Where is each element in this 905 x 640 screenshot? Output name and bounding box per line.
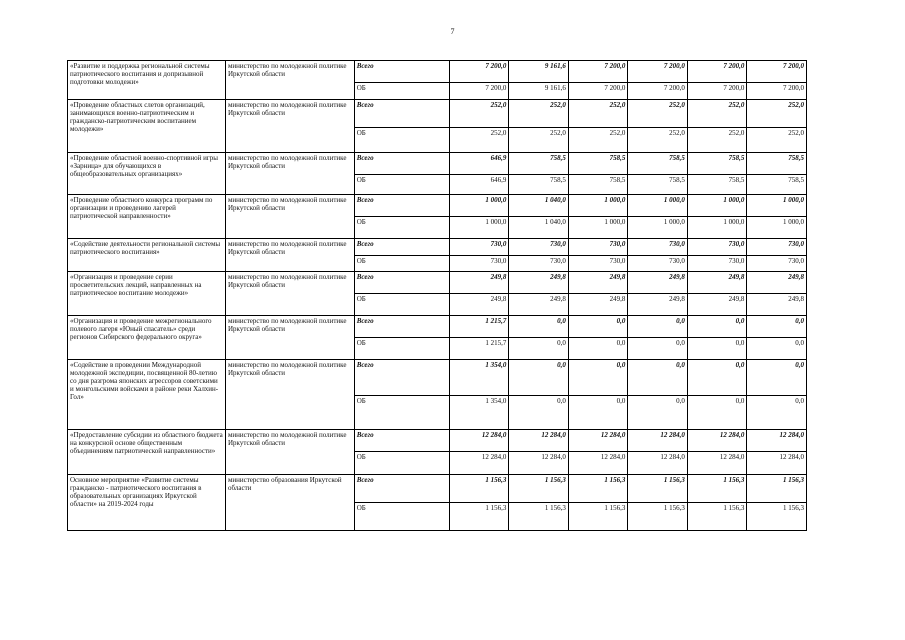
- ob-cell: 1 000,0: [449, 217, 509, 239]
- total-cell: 1 000,0: [687, 195, 747, 217]
- total-cell: 249,8: [449, 272, 509, 294]
- ob-cell: 0,0: [509, 338, 569, 360]
- ob-cell: 646,9: [449, 175, 509, 195]
- total-cell: 1 156,3: [568, 475, 628, 503]
- total-cell: 0,0: [747, 316, 807, 338]
- total-cell: 252,0: [687, 100, 747, 128]
- ob-cell: 7 200,0: [628, 83, 688, 100]
- budget-table-body: [68, 61, 807, 531]
- total-cell: 730,0: [747, 239, 807, 256]
- table-row-total: [68, 430, 807, 452]
- total-cell: 249,8: [747, 272, 807, 294]
- total-cell: 1 156,3: [509, 475, 569, 503]
- total-cell: 249,8: [568, 272, 628, 294]
- ob-cell: 249,8: [449, 294, 509, 316]
- ob-cell: 758,5: [568, 175, 628, 195]
- total-cell: 0,0: [687, 360, 747, 396]
- ob-cell: 252,0: [687, 128, 747, 153]
- ob-cell: 0,0: [687, 396, 747, 430]
- ob-cell: 1 156,3: [449, 503, 509, 531]
- total-cell: 12 284,0: [687, 430, 747, 452]
- total-cell: 730,0: [568, 239, 628, 256]
- ob-cell: 0,0: [509, 396, 569, 430]
- ob-cell: 0,0: [687, 338, 747, 360]
- ob-cell: 0,0: [568, 338, 628, 360]
- table-row-total: [68, 360, 807, 396]
- total-cell: 0,0: [628, 316, 688, 338]
- ob-cell: 249,8: [509, 294, 569, 316]
- total-cell: 0,0: [747, 360, 807, 396]
- activity-name: «Организация и проведение серии просветительских лекций, направленных на патриотическое воспитание молодежи»: [68, 272, 226, 316]
- activity-name: «Предоставление субсидии из областного бюджета на конкурсной основе общественным объединениям патриотической направленности»: [68, 430, 226, 475]
- ob-cell: 758,5: [687, 175, 747, 195]
- ob-label: ОБ: [354, 128, 449, 153]
- executor: министерство по молодежной политике Иркутской области: [225, 239, 354, 272]
- total-cell: 0,0: [687, 316, 747, 338]
- total-cell: 252,0: [747, 100, 807, 128]
- ob-cell: 252,0: [628, 128, 688, 153]
- ob-cell: 1 156,3: [687, 503, 747, 531]
- ob-cell: 12 284,0: [509, 452, 569, 475]
- table-row-total: [68, 153, 807, 175]
- ob-cell: 9 161,6: [509, 83, 569, 100]
- total-cell: 1 215,7: [449, 316, 509, 338]
- total-cell: 252,0: [568, 100, 628, 128]
- total-cell: 252,0: [628, 100, 688, 128]
- ob-cell: 758,5: [747, 175, 807, 195]
- ob-cell: 730,0: [747, 256, 807, 272]
- activity-name: «Развитие и поддержка региональной системы патриотического воспитания и допризывной подготовки молодежи»: [68, 61, 226, 100]
- activity-name: «Проведение областных слетов организаций, занимающихся военно-патриотическим и гражданско-патриотическим воспитанием молодежи»: [68, 100, 226, 153]
- ob-cell: 0,0: [628, 338, 688, 360]
- total-cell: 0,0: [509, 316, 569, 338]
- ob-label: ОБ: [354, 217, 449, 239]
- total-label: Всего: [354, 100, 449, 128]
- total-label: Всего: [354, 316, 449, 338]
- total-cell: 252,0: [449, 100, 509, 128]
- table-row-total: [68, 100, 807, 128]
- total-cell: 1 000,0: [449, 195, 509, 217]
- total-cell: 646,9: [449, 153, 509, 175]
- total-cell: 1 156,3: [449, 475, 509, 503]
- table-row-total: [68, 272, 807, 294]
- executor: министерство по молодежной политике Иркутской области: [225, 153, 354, 195]
- ob-cell: 758,5: [628, 175, 688, 195]
- total-label: Всего: [354, 239, 449, 256]
- total-label: Всего: [354, 360, 449, 396]
- total-cell: 758,5: [747, 153, 807, 175]
- activity-name: «Содействие в проведении Международной молодежной экспедиции, посвященной 80-летию со дня разгрома японских агрессоров советскими и монгольскими войсками в районе реки Халхин-Гол»: [68, 360, 226, 430]
- executor: министерство по молодежной политике Иркутской области: [225, 61, 354, 100]
- ob-cell: 0,0: [747, 396, 807, 430]
- ob-cell: 249,8: [687, 294, 747, 316]
- total-cell: 0,0: [509, 360, 569, 396]
- ob-cell: 758,5: [509, 175, 569, 195]
- total-cell: 1 354,0: [449, 360, 509, 396]
- ob-cell: 7 200,0: [568, 83, 628, 100]
- table-row-total: [68, 239, 807, 256]
- total-cell: 0,0: [568, 316, 628, 338]
- total-cell: 252,0: [509, 100, 569, 128]
- ob-cell: 12 284,0: [568, 452, 628, 475]
- total-cell: 9 161,6: [509, 61, 569, 83]
- ob-cell: 7 200,0: [449, 83, 509, 100]
- ob-cell: 12 284,0: [628, 452, 688, 475]
- total-cell: 1 000,0: [628, 195, 688, 217]
- ob-cell: 0,0: [568, 396, 628, 430]
- ob-cell: 1 156,3: [568, 503, 628, 531]
- total-cell: 1 156,3: [747, 475, 807, 503]
- total-label: Всего: [354, 475, 449, 503]
- ob-cell: 252,0: [747, 128, 807, 153]
- ob-cell: 252,0: [449, 128, 509, 153]
- total-label: Всего: [354, 195, 449, 217]
- ob-cell: 0,0: [747, 338, 807, 360]
- total-cell: 758,5: [687, 153, 747, 175]
- total-cell: 12 284,0: [509, 430, 569, 452]
- total-cell: 12 284,0: [568, 430, 628, 452]
- ob-cell: 1 000,0: [687, 217, 747, 239]
- total-cell: 249,8: [687, 272, 747, 294]
- total-cell: 1 156,3: [687, 475, 747, 503]
- ob-cell: 730,0: [509, 256, 569, 272]
- activity-name: «Организация и проведение межрегионального полевого лагеря «Юный спасатель» среди регионов Сибирского федерального округа»: [68, 316, 226, 360]
- total-label: Всего: [354, 153, 449, 175]
- ob-cell: 249,8: [628, 294, 688, 316]
- total-label: Всего: [354, 61, 449, 83]
- ob-label: ОБ: [354, 294, 449, 316]
- total-cell: 12 284,0: [449, 430, 509, 452]
- total-cell: 7 200,0: [747, 61, 807, 83]
- ob-cell: 1 000,0: [628, 217, 688, 239]
- ob-label: ОБ: [354, 83, 449, 100]
- total-cell: 1 000,0: [747, 195, 807, 217]
- total-label: Всего: [354, 272, 449, 294]
- total-cell: 0,0: [568, 360, 628, 396]
- budget-table: [67, 60, 807, 531]
- ob-cell: 730,0: [687, 256, 747, 272]
- ob-cell: 249,8: [747, 294, 807, 316]
- total-cell: 0,0: [628, 360, 688, 396]
- total-cell: 249,8: [628, 272, 688, 294]
- total-cell: 730,0: [628, 239, 688, 256]
- total-cell: 12 284,0: [628, 430, 688, 452]
- table-row-total: [68, 195, 807, 217]
- table-row-total: [68, 61, 807, 83]
- ob-cell: 1 000,0: [568, 217, 628, 239]
- ob-cell: 12 284,0: [687, 452, 747, 475]
- ob-cell: 1 156,3: [509, 503, 569, 531]
- ob-cell: 12 284,0: [449, 452, 509, 475]
- ob-cell: 0,0: [628, 396, 688, 430]
- ob-cell: 1 040,0: [509, 217, 569, 239]
- table-row-total: [68, 316, 807, 338]
- ob-cell: 730,0: [628, 256, 688, 272]
- ob-cell: 249,8: [568, 294, 628, 316]
- page-number: 7: [450, 27, 455, 36]
- total-cell: 730,0: [509, 239, 569, 256]
- ob-cell: 1 215,7: [449, 338, 509, 360]
- ob-label: ОБ: [354, 175, 449, 195]
- activity-name: «Проведение областной военно-спортивной игры «Зарница» для обучающихся в общеобразовательных организациях»: [68, 153, 226, 195]
- total-cell: 7 200,0: [628, 61, 688, 83]
- executor: министерство по молодежной политике Иркутской области: [225, 430, 354, 475]
- ob-label: ОБ: [354, 452, 449, 475]
- total-cell: 730,0: [687, 239, 747, 256]
- executor: министерство по молодежной политике Иркутской области: [225, 360, 354, 430]
- total-cell: 12 284,0: [747, 430, 807, 452]
- executor: министерство по молодежной политике Иркутской области: [225, 272, 354, 316]
- ob-cell: 7 200,0: [687, 83, 747, 100]
- ob-cell: 1 156,3: [747, 503, 807, 531]
- total-cell: 1 156,3: [628, 475, 688, 503]
- ob-label: ОБ: [354, 503, 449, 531]
- total-cell: 249,8: [509, 272, 569, 294]
- ob-label: ОБ: [354, 338, 449, 360]
- total-cell: 7 200,0: [568, 61, 628, 83]
- activity-name: Основное мероприятие «Развитие системы гражданско - патриотического воспитания в образовательных организациях Иркутской области» на 2019-2024 годы: [68, 475, 226, 531]
- ob-cell: 730,0: [568, 256, 628, 272]
- table-row-total: [68, 475, 807, 503]
- total-cell: 758,5: [509, 153, 569, 175]
- ob-label: ОБ: [354, 396, 449, 430]
- ob-cell: 252,0: [509, 128, 569, 153]
- total-cell: 1 040,0: [509, 195, 569, 217]
- ob-cell: 730,0: [449, 256, 509, 272]
- total-cell: 7 200,0: [449, 61, 509, 83]
- executor: министерство образования Иркутской области: [225, 475, 354, 531]
- total-cell: 758,5: [568, 153, 628, 175]
- ob-cell: 252,0: [568, 128, 628, 153]
- total-label: Всего: [354, 430, 449, 452]
- activity-name: «Содействие деятельности региональной системы патриотического воспитания»: [68, 239, 226, 272]
- ob-cell: 12 284,0: [747, 452, 807, 475]
- ob-cell: 1 156,3: [628, 503, 688, 531]
- total-cell: 7 200,0: [687, 61, 747, 83]
- activity-name: «Проведение областного конкурса программ по организации и проведению лагерей патриотической направленности»: [68, 195, 226, 239]
- total-cell: 730,0: [449, 239, 509, 256]
- executor: министерство по молодежной политике Иркутской области: [225, 195, 354, 239]
- total-cell: 758,5: [628, 153, 688, 175]
- executor: министерство по молодежной политике Иркутской области: [225, 316, 354, 360]
- ob-label: ОБ: [354, 256, 449, 272]
- ob-cell: 1 000,0: [747, 217, 807, 239]
- executor: министерство по молодежной политике Иркутской области: [225, 100, 354, 153]
- ob-cell: 7 200,0: [747, 83, 807, 100]
- total-cell: 1 000,0: [568, 195, 628, 217]
- ob-cell: 1 354,0: [449, 396, 509, 430]
